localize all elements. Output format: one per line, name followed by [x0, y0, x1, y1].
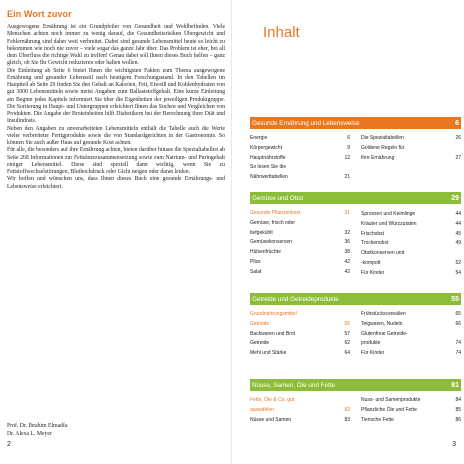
toc-entry-label: Goldene Regeln für — [361, 144, 405, 151]
toc-section-page: 6 — [455, 119, 459, 127]
toc-entry[interactable] — [361, 310, 461, 320]
intro-body — [7, 24, 225, 191]
intro-paragraph: Für alle, die besonders auf ihre Ernährung achten, bieten darüber hinaus die Spezialtabellen ab Seite 268 Informationen zur Fettsäurezusammensetzung sowie zum Natrium- und Puringehalt einiger Lebensmittel. Diese sind speziell dann wichtig, wenn Sie zu Fettstoffwechselstörungen, Bluthochdruck oder Gicht neigen oder daran leiden. — [7, 147, 225, 175]
toc-entry-label: Energie — [250, 135, 268, 141]
toc-entry-label: So lesen Sie die — [250, 164, 287, 171]
toc-section — [250, 192, 461, 279]
toc-entry-label: Obstkonserven und — [361, 250, 405, 257]
toc-entry-label: Nährwerttabellen — [250, 174, 288, 181]
toc-entry-label: Grundnahrungsmittel — [250, 311, 297, 317]
toc-entry[interactable] — [361, 339, 461, 349]
toc-entry[interactable] — [361, 154, 461, 164]
toc-title: Inhalt — [263, 24, 300, 41]
toc-entry[interactable] — [361, 230, 461, 240]
toc-entry-label: Nuss- und Samenprodukte — [361, 397, 421, 403]
toc-section-header[interactable] — [250, 117, 461, 129]
toc-column-left — [250, 396, 350, 425]
toc-entry-label: Salat — [250, 268, 262, 275]
toc-entry-label: tiefgekühlt — [250, 229, 273, 236]
toc-entry-label: Gemüse, frisch oder — [250, 219, 296, 226]
toc-entry-label: -kompott — [361, 259, 381, 266]
toc-entry-page: 44 — [455, 220, 461, 227]
toc-entry-label: Tierische Fette — [361, 416, 394, 423]
toc-entry-page — [453, 144, 461, 153]
toc-entry-label: Gemüsekonserven — [250, 239, 292, 246]
toc-entry-page: 62 — [344, 340, 350, 347]
intro-paragraph: Die Einleitung ab Seite 6 bietet Ihnen die wichtigsten Fakten zum Thema ausgewogene Ernährung und gesunder Lebensstil nach heutigem Forschungsstand. In den Tabellen im Hauptteil ab Seite 29 finden Sie den Gehalt an Kalorien, Fett, Eiweiß und Kohlenhydraten von gut 3000 Lebensmitteln sowie meist Angaben zum Ballaststoffgehalt. Eine kurze Einleitung am Beginn jedes Kapitels informiert Sie über die Eigenheiten der jeweiligen Produktgruppe. Die Sortierung in Haupt- und Untergruppen erleichtert Ihnen das Suchen und Vergleichen von Produkten. Die Angabe der Broteinheiten hilft Diabetikern bei der Berechnung ihrer Diät und Insulindosis. — [7, 67, 225, 125]
intro-title: Ein Wort zuvor — [7, 9, 72, 19]
toc-section — [250, 117, 461, 183]
toc-entry-page: 49 — [455, 240, 461, 247]
toc-entry-label: Pflanzliche Öle und Fette — [361, 406, 417, 413]
toc-entry-page — [342, 310, 350, 319]
toc-entry-label: Getreide — [250, 340, 270, 347]
toc-entry-label: Teigwaren, Nudeln — [361, 320, 403, 327]
page-number-left: 2 — [7, 441, 11, 448]
toc-entry-page — [453, 330, 461, 339]
toc-entry-page: 74 — [455, 350, 461, 357]
toc-entry[interactable] — [361, 144, 461, 154]
toc-entry-page: 57 — [344, 330, 350, 337]
toc-entry-label: Fette, Öle & Co. gut — [250, 397, 295, 403]
toc-entry-page — [453, 249, 461, 258]
intro-paragraph: Neben den Angaben zu unverarbeiteten Lebensmitteln enthält die Tabelle auch die Werte vieler verbreiteter Fertigprodukte sowie die von Standardgerichten in der Gastronomie. So können Sie auch außer Haus auf gesunde Kost achten. — [7, 125, 225, 146]
toc-entry-label: Frühstückscerealien — [361, 311, 406, 317]
toc-entry-label: Für Kinder — [361, 350, 385, 357]
toc-entry-label: Körpergewicht — [250, 144, 282, 151]
toc-entry-label: Mehl und Stärke — [250, 350, 287, 357]
toc-entry-page: 9 — [347, 144, 350, 151]
toc-entry-label: Frischobst — [361, 230, 385, 237]
toc-section-page: 81 — [451, 381, 459, 389]
toc-entry[interactable] — [250, 248, 350, 258]
toc-column-right — [361, 396, 461, 425]
toc-entry-page: 45 — [455, 230, 461, 237]
page-number-right: 3 — [452, 441, 456, 448]
toc-entry[interactable] — [250, 219, 350, 229]
toc-entry-page: 27 — [455, 154, 461, 161]
toc-entry-page — [342, 219, 350, 228]
toc-entry-label: Nüsse und Samen — [250, 416, 292, 423]
toc-entry-label: Kräuter und Würzzutaten — [361, 220, 417, 227]
toc-entry[interactable] — [250, 163, 350, 173]
toc-entry[interactable] — [361, 134, 461, 144]
toc-entry-page: 84 — [455, 397, 461, 403]
toc-entry-label: Backwaren und Brot — [250, 330, 296, 337]
toc-entry-page: 56 — [344, 320, 350, 327]
toc-entry[interactable] — [250, 330, 350, 340]
toc-entry-page: 64 — [344, 350, 350, 357]
toc-entry[interactable] — [361, 210, 461, 220]
toc-column-left — [250, 310, 350, 359]
toc-section-header[interactable] — [250, 379, 461, 391]
toc-entry-page: 74 — [455, 340, 461, 347]
intro-paragraph: Ausgewogene Ernährung ist ein Grundpfeiler von Gesundheit und Wohlbefinden. Viele Menschen achten noch immer zu wenig darauf, die Gesundheitsrisiken Übergewicht und Fehlernährung sind daher weit verbreitet. Dabei sind gesunde Lebensmittel heute so leicht zu bekommen wie noch nie zuvor – viele sogar das ganze Jahr über. Das Problem ist eher, bei all dem Überfluss die richtige Wahl zu treffen! Genau dabei soll Ihnen dieses Buch helfen – ganz gleich, ob Sie Ihr Gewicht reduzieren oder halten wollen. — [7, 24, 225, 67]
toc-entry[interactable] — [250, 310, 350, 320]
toc-section-header[interactable] — [250, 293, 461, 305]
toc-entry-label: Pilze — [250, 258, 261, 265]
toc-column-right — [361, 134, 461, 183]
toc-entry-label: Sprossen und Keimlinge — [361, 211, 416, 217]
toc-column-right — [361, 310, 461, 359]
toc-entry[interactable] — [250, 320, 350, 330]
toc-entry-page: 12 — [344, 154, 350, 161]
toc-entry-page: 36 — [344, 239, 350, 246]
toc-entry[interactable] — [250, 238, 350, 248]
toc-entry[interactable] — [250, 268, 350, 278]
toc-entry[interactable] — [361, 330, 461, 340]
toc-entry-page: 6 — [347, 135, 350, 141]
toc-entry[interactable] — [250, 154, 350, 164]
toc-entry-page: 52 — [455, 259, 461, 266]
toc-entry[interactable] — [361, 406, 461, 416]
toc-entry-label: Trockenobst — [361, 240, 389, 247]
toc-entry-label: Ihre Ernährung — [361, 154, 395, 161]
toc-entry-page: 32 — [344, 229, 350, 236]
toc-entry[interactable] — [361, 220, 461, 230]
toc-entry-label: Für Kinder — [361, 269, 385, 276]
toc-entry[interactable] — [250, 339, 350, 349]
toc-entry[interactable] — [250, 406, 350, 416]
toc-entry[interactable] — [361, 396, 461, 406]
toc-section — [250, 293, 461, 359]
toc-entry[interactable] — [250, 209, 350, 219]
toc-entry-label: Getreide — [250, 320, 270, 327]
toc-section-title: Getreide und Getreideprodukte — [252, 295, 339, 303]
toc-entry[interactable] — [361, 349, 461, 359]
signature-line: Prof. Dr. Ibrahim Elmadfa — [7, 423, 68, 429]
signature — [7, 423, 68, 438]
toc-entry[interactable] — [361, 416, 461, 426]
toc-entry[interactable] — [250, 229, 350, 239]
toc-entry-label: Glutenfreie Getreide- — [361, 330, 408, 337]
signature-line: Dr. Alexa L. Meyer — [7, 430, 52, 437]
toc-entry-page: 86 — [455, 416, 461, 423]
toc-entry[interactable] — [250, 134, 350, 144]
right-page — [232, 0, 464, 464]
toc-column-right — [361, 209, 461, 279]
toc-section-title: Gemüse und Obst — [252, 194, 304, 202]
toc-section-title: Nüsse, Samen, Öle und Fette — [252, 381, 335, 389]
toc-entry-page: 83 — [344, 416, 350, 423]
toc-section — [250, 379, 461, 425]
toc-entry-page: 38 — [344, 249, 350, 256]
toc-entry-page: 26 — [455, 135, 461, 141]
toc-entry-label: produkte — [361, 340, 381, 347]
toc-entry-page: 54 — [455, 269, 461, 276]
toc-section-page: 55 — [451, 295, 459, 303]
toc-entry-page: 21 — [344, 174, 350, 181]
toc-entry[interactable] — [361, 259, 461, 269]
toc-entry-page — [342, 163, 350, 172]
toc-entry-label: Gesunde Pflanzenkost — [250, 210, 301, 216]
toc-entry-page: 42 — [344, 268, 350, 275]
toc-entry[interactable] — [250, 144, 350, 154]
intro-paragraph: Wir hoffen und wünschen uns, dass Ihnen dieses Buch eine gesunde Ernährungs- und Lebensweise erleichtert. — [7, 176, 225, 190]
toc-entry[interactable] — [361, 269, 461, 279]
toc-column-left — [250, 134, 350, 183]
toc-entry-label: Hülsenfrüchte — [250, 249, 281, 256]
toc-section-page: 29 — [451, 194, 459, 202]
toc-entry[interactable] — [361, 320, 461, 330]
toc-section-header[interactable] — [250, 192, 461, 204]
toc-entry-page: 82 — [344, 406, 350, 413]
toc-entry-page: 42 — [344, 258, 350, 265]
toc-entry-page — [342, 396, 350, 405]
toc-entry-label: auswählen — [250, 406, 274, 413]
toc-entry-label: Hauptnährstoffe — [250, 154, 286, 161]
toc-column-left — [250, 209, 350, 279]
toc-entry[interactable] — [361, 249, 461, 259]
toc-section-title: Gesunde Ernährung und Lebensweise — [252, 119, 360, 127]
toc-entry-page: 85 — [455, 406, 461, 413]
toc-entry-label: Die Spezialtabellen — [361, 135, 404, 141]
toc-entry-page: 44 — [455, 211, 461, 217]
toc-entry[interactable] — [250, 173, 350, 183]
toc-entry[interactable] — [250, 416, 350, 426]
toc-entry[interactable] — [250, 258, 350, 268]
toc-entry-page: 31 — [344, 210, 350, 216]
toc-entry[interactable] — [361, 239, 461, 249]
toc-entry-page: 66 — [455, 320, 461, 327]
toc-entry-page: 65 — [455, 311, 461, 317]
toc-entry[interactable] — [250, 396, 350, 406]
toc-entry[interactable] — [250, 349, 350, 359]
